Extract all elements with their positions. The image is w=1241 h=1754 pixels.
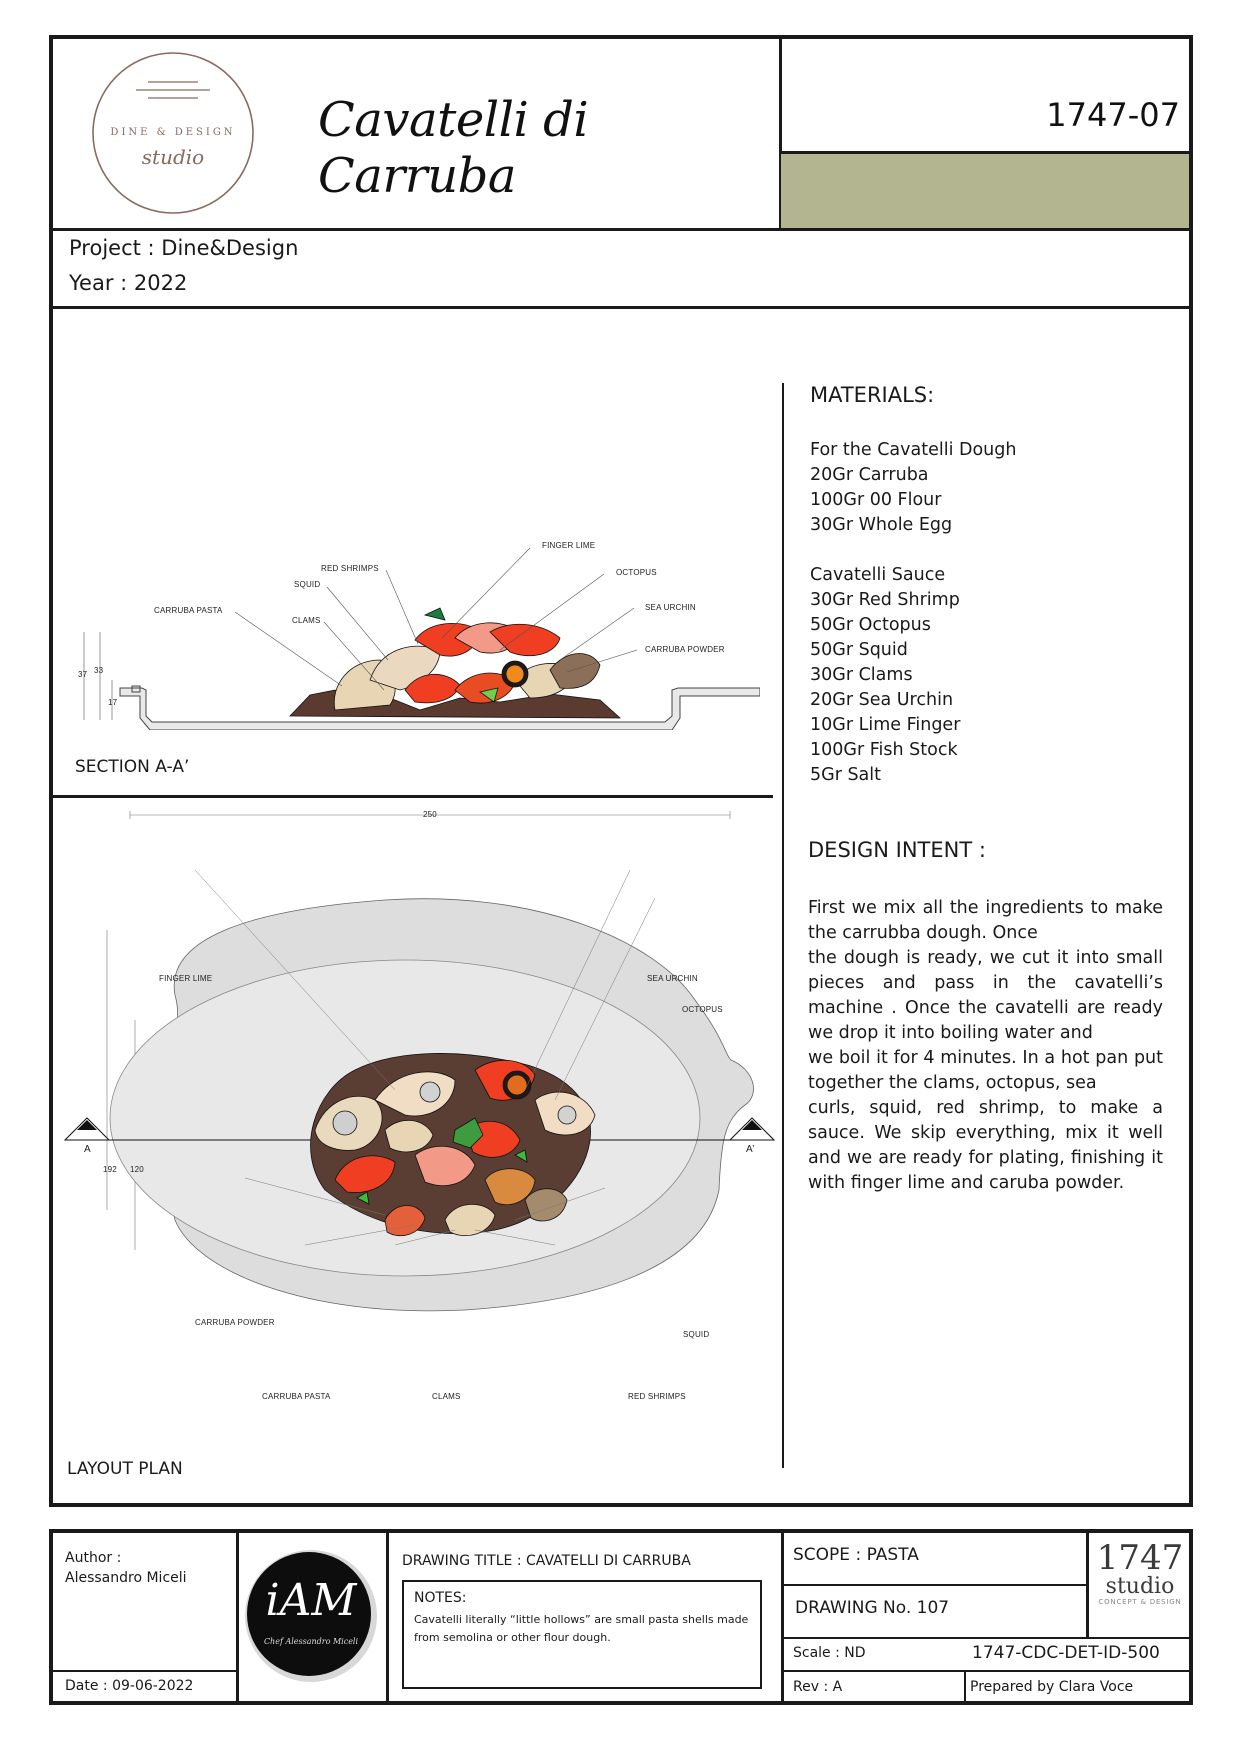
section-callout: SEA URCHIN [645, 603, 696, 612]
studio-brand-word: studio [1105, 1574, 1175, 1599]
plan-dim-label: 120 [130, 1165, 144, 1174]
plan-callout: CLAMS [432, 1392, 461, 1401]
plan-dim-label: 192 [103, 1165, 117, 1174]
plan-callout: OCTOPUS [682, 1005, 723, 1014]
studio-brand-tag: CONCEPT & DESIGN [1098, 1598, 1182, 1606]
title-block-divider [783, 1670, 1189, 1672]
plan-label: LAYOUT PLAN [67, 1459, 183, 1479]
materials-heading: MATERIALS: [810, 383, 935, 407]
design-intent-paragraph: First we mix all the ingredients to make the carrubba dough. Once [808, 898, 1163, 943]
section-callout: CARRUBA POWDER [645, 645, 725, 654]
drawing-number: DRAWING No. 107 [795, 1598, 950, 1618]
title-block-divider [386, 1533, 389, 1701]
section-callout: RED SHRIMPS [321, 564, 379, 573]
materials-group-title: For the Cavatelli Dough [810, 440, 1017, 460]
prepared-by: Prepared by Clara Voce [970, 1679, 1134, 1695]
section-dim-label: 33 [94, 666, 104, 675]
materials-item: 50Gr Octopus [810, 615, 931, 635]
design-intent-heading: DESIGN INTENT : [808, 838, 986, 862]
section-callout: SQUID [294, 580, 321, 589]
notes-label: NOTES: [414, 1590, 467, 1606]
materials-item: 20Gr Sea Urchin [810, 690, 954, 710]
logo-text: DINE & DESIGN [110, 127, 236, 138]
seal-subtext: Chef Alessandro Miceli [263, 1637, 359, 1646]
title-block-divider [783, 1637, 1189, 1639]
author-name: Alessandro Miceli [65, 1570, 187, 1586]
scale-label: Scale : ND [793, 1645, 866, 1661]
materials-item: 100Gr 00 Flour [810, 490, 942, 510]
title-block-divider [781, 1533, 784, 1701]
materials-list [810, 438, 1170, 788]
plan-callout: FINGER LIME [159, 974, 213, 983]
section-dim-label: 17 [108, 698, 118, 707]
title-block-divider [783, 1584, 1087, 1586]
design-intent-paragraph: curls, squid, red shrimp, to make a sauce. We skip everything, mix it well and we are ready for plating, finishing it with finger lime and caruba powder. [808, 1098, 1163, 1193]
materials-item: 30Gr Whole Egg [810, 515, 953, 535]
marker-right: A’ [746, 1144, 755, 1155]
materials-item: 10Gr Lime Finger [810, 715, 961, 735]
notes-text: Cavatelli literally “little hollows” are small pasta shells made from semolina or other flour dough. [414, 1613, 749, 1644]
document-code: 1747-CDC-DET-ID-500 [972, 1643, 1160, 1663]
plan-callout: CARRUBA PASTA [262, 1392, 331, 1401]
section-label: SECTION A-A’ [75, 757, 190, 777]
section-dim-label: 37 [78, 670, 88, 679]
section-callout: OCTOPUS [616, 568, 657, 577]
project-label: Project : Dine&Design [69, 236, 299, 260]
sheet-code: 1747-07 [1046, 96, 1180, 134]
section-callout: CLAMS [292, 616, 321, 625]
materials-item: 20Gr Carruba [810, 465, 929, 485]
materials-item: 30Gr Clams [810, 665, 913, 685]
design-intent-text [808, 896, 1163, 1196]
design-intent-paragraph: the dough is ready, we cut it into small pieces and pass in the cavatelli’s machine . Once the cavatelli are ready we drop it into boiling water and [808, 948, 1163, 1043]
title-block-divider [964, 1671, 966, 1701]
drawing-title: DRAWING TITLE : CAVATELLI DI CARRUBA [402, 1553, 691, 1569]
section-callout: CARRUBA PASTA [154, 606, 223, 615]
title-block-divider [1086, 1533, 1089, 1639]
plan-callout: SQUID [683, 1330, 710, 1339]
materials-item: 100Gr Fish Stock [810, 740, 958, 760]
year-label: Year : 2022 [69, 271, 188, 295]
plan-callout: CARRUBA POWDER [195, 1318, 275, 1327]
studio-brand-number: 1747 [1096, 1538, 1184, 1578]
plan-callout: RED SHRIMPS [628, 1392, 686, 1401]
title-block-divider [236, 1533, 239, 1701]
revision-label: Rev : A [793, 1679, 843, 1695]
chef-seal [240, 1545, 382, 1687]
studio-brand-logo [1092, 1540, 1188, 1636]
materials-group-title: Cavatelli Sauce [810, 565, 946, 585]
materials-item: 50Gr Squid [810, 640, 908, 660]
logo-script: studio [141, 145, 205, 169]
materials-item: 5Gr Salt [810, 765, 882, 785]
materials-item: 30Gr Red Shrimp [810, 590, 960, 610]
marker-left: A [84, 1144, 91, 1155]
seal-text: iAM [265, 1575, 357, 1626]
design-intent-paragraph: we boil it for 4 minutes. In a hot pan put together the clams, octopus, sea [808, 1048, 1163, 1093]
author-label: Author : [65, 1550, 122, 1566]
plan-drawing [55, 800, 775, 1420]
plan-width-dim: 250 [423, 810, 437, 819]
plan-callout: SEA URCHIN [647, 974, 698, 983]
title-block-divider [53, 1670, 237, 1672]
section-callout: FINGER LIME [542, 541, 596, 550]
scope-label: SCOPE : PASTA [793, 1545, 919, 1565]
date-label: Date : 09-06-2022 [65, 1678, 194, 1694]
page-title: Cavatelli di Carruba [318, 92, 589, 204]
